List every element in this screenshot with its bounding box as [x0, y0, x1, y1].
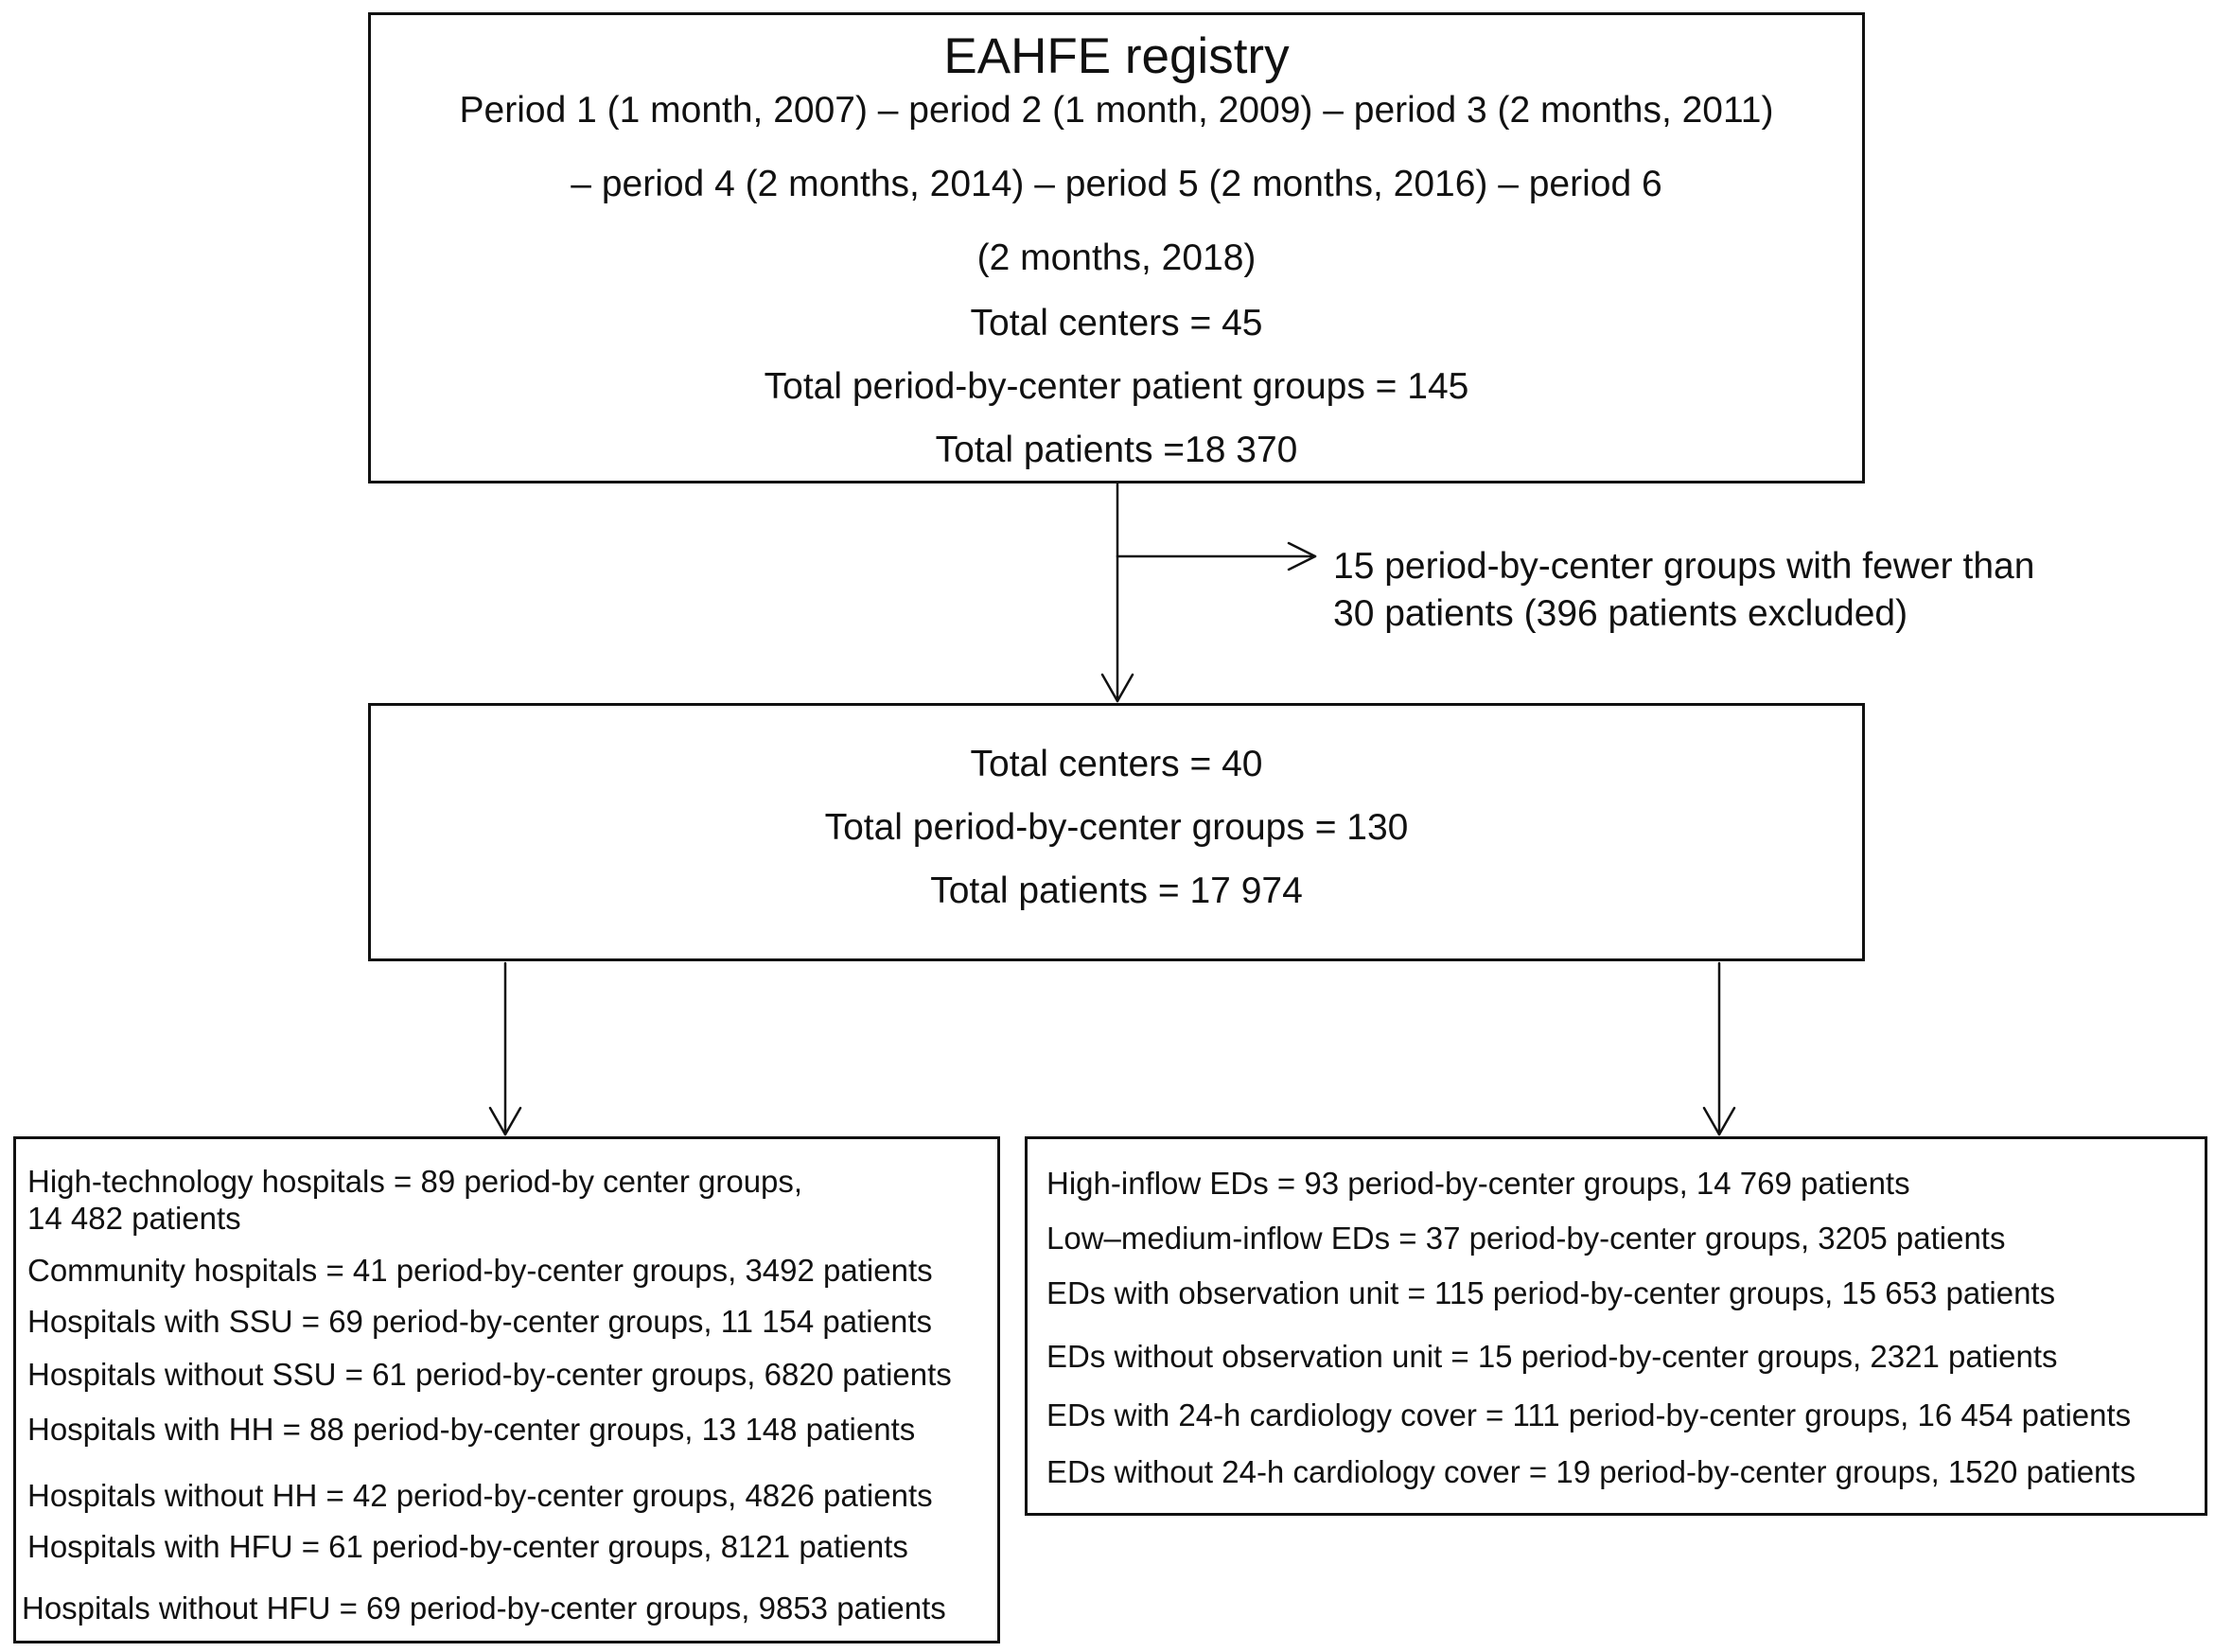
registry-total-patients: Total patients =18 370 [935, 430, 1298, 470]
right-item-3: EDs with observation unit = 115 period-by-center groups, 15 653 patients [1046, 1275, 2056, 1310]
included-total-patients: Total patients = 17 974 [930, 870, 1303, 911]
left-item-9: Hospitals without HFU = 69 period-by-center groups, 9853 patients [22, 1590, 946, 1626]
right-item-5: EDs with 24-h cardiology cover = 111 period-by-center groups, 16 454 patients [1046, 1397, 2132, 1432]
left-item-3: Community hospitals = 41 period-by-center groups, 3492 patients [27, 1253, 933, 1288]
exclusion-note-line-1: 15 period-by-center groups with fewer than [1333, 546, 2035, 587]
left-item-1: High-technology hospitals = 89 period-by center groups, [27, 1164, 803, 1199]
registry-total-centers: Total centers = 45 [970, 303, 1263, 343]
included-total-centers: Total centers = 40 [970, 744, 1263, 784]
registry-title: EAHFE registry [943, 28, 1290, 84]
left-item-7: Hospitals without HH = 42 period-by-center groups, 4826 patients [27, 1478, 933, 1513]
registry-periods-line-2: – period 4 (2 months, 2014) – period 5 (2 months, 2016) – period 6 [571, 164, 1662, 204]
right-item-2: Low–medium-inflow EDs = 37 period-by-center groups, 3205 patients [1046, 1221, 2006, 1256]
left-item-2: 14 482 patients [27, 1201, 241, 1236]
left-item-5: Hospitals without SSU = 61 period-by-center groups, 6820 patients [27, 1357, 952, 1392]
registry-periods-line-1: Period 1 (1 month, 2007) – period 2 (1 month, 2009) – period 3 (2 months, 2011) [459, 90, 1774, 131]
left-item-6: Hospitals with HH = 88 period-by-center groups, 13 148 patients [27, 1412, 916, 1447]
exclusion-note-line-2: 30 patients (396 patients excluded) [1333, 593, 1908, 634]
registry-total-groups: Total period-by-center patient groups = 145 [764, 366, 1469, 407]
included-total-groups: Total period-by-center groups = 130 [824, 807, 1409, 848]
left-item-4: Hospitals with SSU = 69 period-by-center groups, 11 154 patients [27, 1304, 933, 1339]
left-item-8: Hospitals with HFU = 61 period-by-center groups, 8121 patients [27, 1529, 908, 1564]
right-item-6: EDs without 24-h cardiology cover = 19 period-by-center groups, 1520 patients [1046, 1454, 2136, 1489]
right-item-1: High-inflow EDs = 93 period-by-center groups, 14 769 patients [1046, 1166, 1910, 1201]
right-item-4: EDs without observation unit = 15 period-by-center groups, 2321 patients [1046, 1339, 2058, 1374]
registry-periods-line-3: (2 months, 2018) [976, 237, 1257, 278]
